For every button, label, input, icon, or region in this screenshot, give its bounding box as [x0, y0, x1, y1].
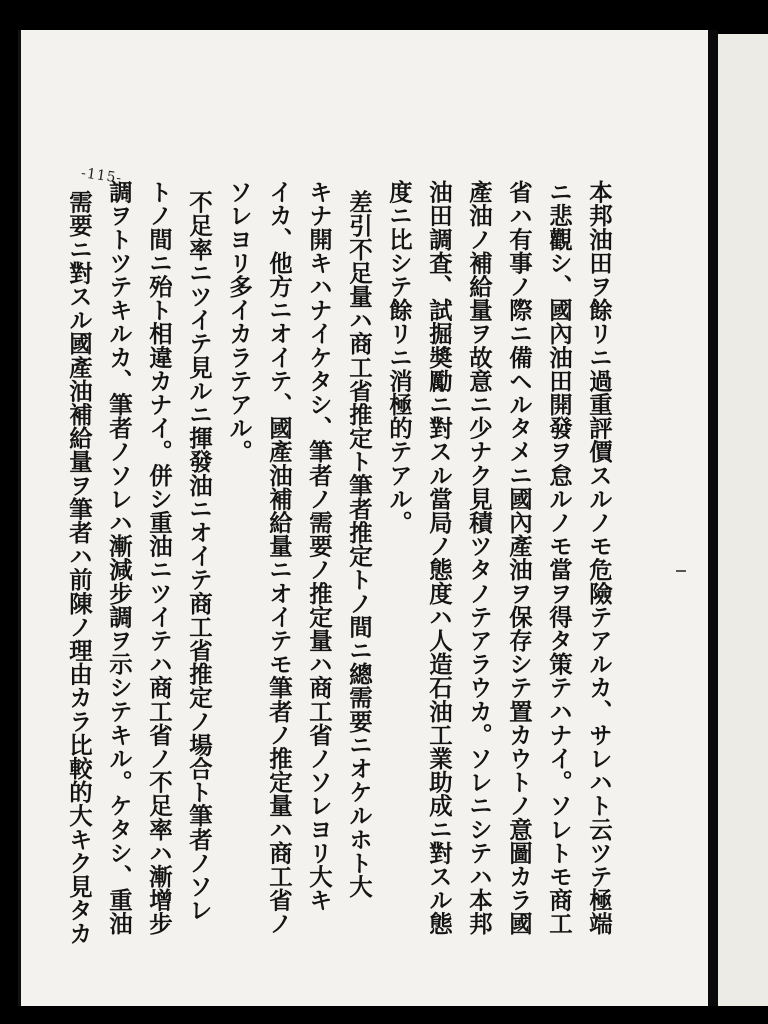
document-page [18, 30, 711, 1006]
adjacent-page-edge [718, 34, 768, 1006]
page-gutter [708, 30, 718, 1006]
text-column: ニ悲觀シ、國內油田開發ヲ怠ルノモ當ヲ得タ策テハナイ。ソレトモ商工 [545, 180, 573, 936]
text-column: 產油ノ補給量ヲ故意ニ少ナク見積ツタノテアラウカ。ソレニシテハ本邦 [465, 180, 493, 936]
text-column: 調ヲトツテキルカ、筆者ノソレハ漸減步調ヲ示シテキル。ケタシ、重油 [105, 180, 133, 936]
margin-dash [676, 570, 686, 572]
text-column: イカ、他方ニオイテ、國產油補給量ニオイテモ筆者ノ推定量ハ商工省ノ [265, 180, 293, 936]
text-column: 省ハ有事ノ際ニ備ヘルタメニ國內產油ヲ保存シテ置カウトノ意圖カラ國 [505, 180, 533, 936]
page-number: -115- [80, 165, 124, 187]
text-column: キナ開キハナイケタシ、筆者ノ需要ノ推定量ハ商工省ノソレヨリ大キ [305, 180, 333, 912]
text-column: 差引不足量ハ商工省推定ト筆者推定トノ間ニ總需要ニオケルホト大 [345, 190, 373, 898]
text-column: トノ間ニ殆ト相違カナイ。併シ重油ニツイテハ商工省ノ不足率ハ漸增步 [145, 180, 173, 936]
text-column: 度ニ比シテ餘リニ消極的テアル。 [385, 180, 413, 534]
text-column: 本邦油田ヲ餘リニ過重評價スルノモ危險テアルカ、サレハト云ツテ極端 [585, 180, 613, 936]
text-column: 油田調査、試掘奬勵ニ對スル當局ノ態度ハ人造石油工業助成ニ對スル態 [425, 180, 453, 936]
text-column: ソレヨリ多イカラテアル。 [225, 180, 253, 464]
text-column: 需要ニ對スル國產油補給量ヲ筆者ハ前陳ノ理由カラ比較的大キク見タカ [65, 190, 93, 946]
vertical-text-body [21, 180, 711, 990]
text-column: 不足率ニツイテ見ルニ揮發油ニオイテ商工省推定ノ場合ト筆者ノソレ [185, 190, 213, 922]
